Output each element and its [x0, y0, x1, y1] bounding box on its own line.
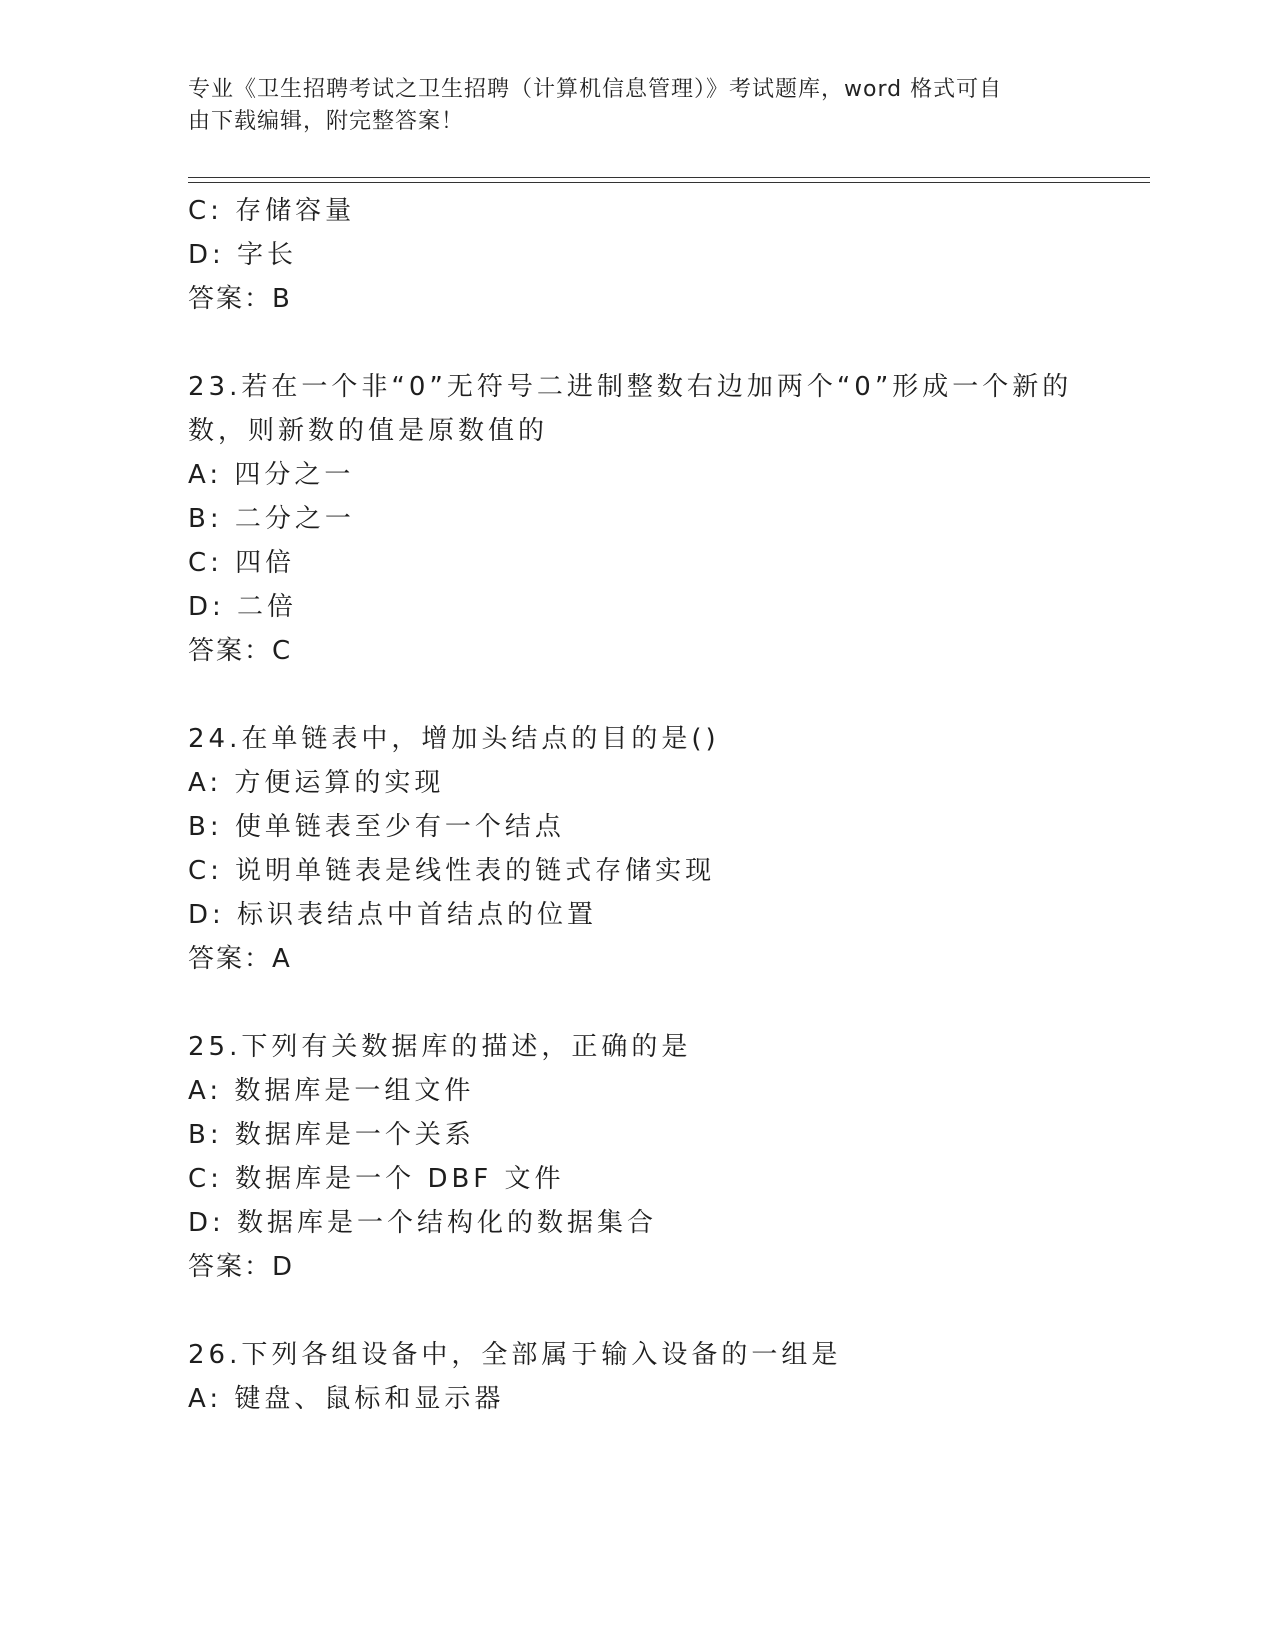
q24-option-c: C: 说明单链表是线性表的链式存储实现 [188, 856, 716, 886]
q26-option-a: A: 键盘、鼠标和显示器 [188, 1384, 505, 1414]
header-line-1: 专业《卫生招聘考试之卫生招聘（计算机信息管理）》考试题库，word 格式可自 [188, 77, 1003, 102]
q25-option-b: B: 数据库是一个关系 [188, 1120, 475, 1150]
q25-option-c: C: 数据库是一个 DBF 文件 [188, 1164, 565, 1194]
q24-option-a: A: 方便运算的实现 [188, 768, 445, 798]
q24-stem: 24.在单链表中，增加头结点的目的是() [188, 724, 720, 754]
q25-option-d: D: 数据库是一个结构化的数据集合 [188, 1208, 658, 1238]
q23-option-d: D: 二倍 [188, 592, 298, 622]
q22-option-d: D: 字长 [188, 240, 298, 270]
q23-stem-line-2: 数，则新数的值是原数值的 [188, 416, 549, 446]
header-line-2: 由下载编辑，附完整答案！ [188, 109, 465, 134]
q23-stem-line-1: 23.若在一个非“0”无符号二进制整数右边加两个“0”形成一个新的 [188, 372, 1073, 402]
q24-option-d: D: 标识表结点中首结点的位置 [188, 900, 598, 930]
header-divider-top [188, 177, 1150, 178]
q25-stem: 25.下列有关数据库的描述，正确的是 [188, 1032, 692, 1062]
q23-option-a: A: 四分之一 [188, 460, 355, 490]
q24-option-b: B: 使单链表至少有一个结点 [188, 812, 565, 842]
q22-option-c: C: 存储容量 [188, 196, 356, 226]
q23-option-c: C: 四倍 [188, 548, 296, 578]
q26-stem: 26.下列各组设备中，全部属于输入设备的一组是 [188, 1340, 842, 1370]
q25-option-a: A: 数据库是一组文件 [188, 1076, 475, 1106]
q23-option-b: B: 二分之一 [188, 504, 355, 534]
q24-answer: 答案：A [188, 944, 292, 974]
q23-answer: 答案：C [188, 636, 293, 666]
q22-answer: 答案：B [188, 284, 292, 314]
q25-answer: 答案：D [188, 1252, 295, 1282]
header-divider-bottom [188, 182, 1150, 183]
document-header [188, 74, 1068, 138]
